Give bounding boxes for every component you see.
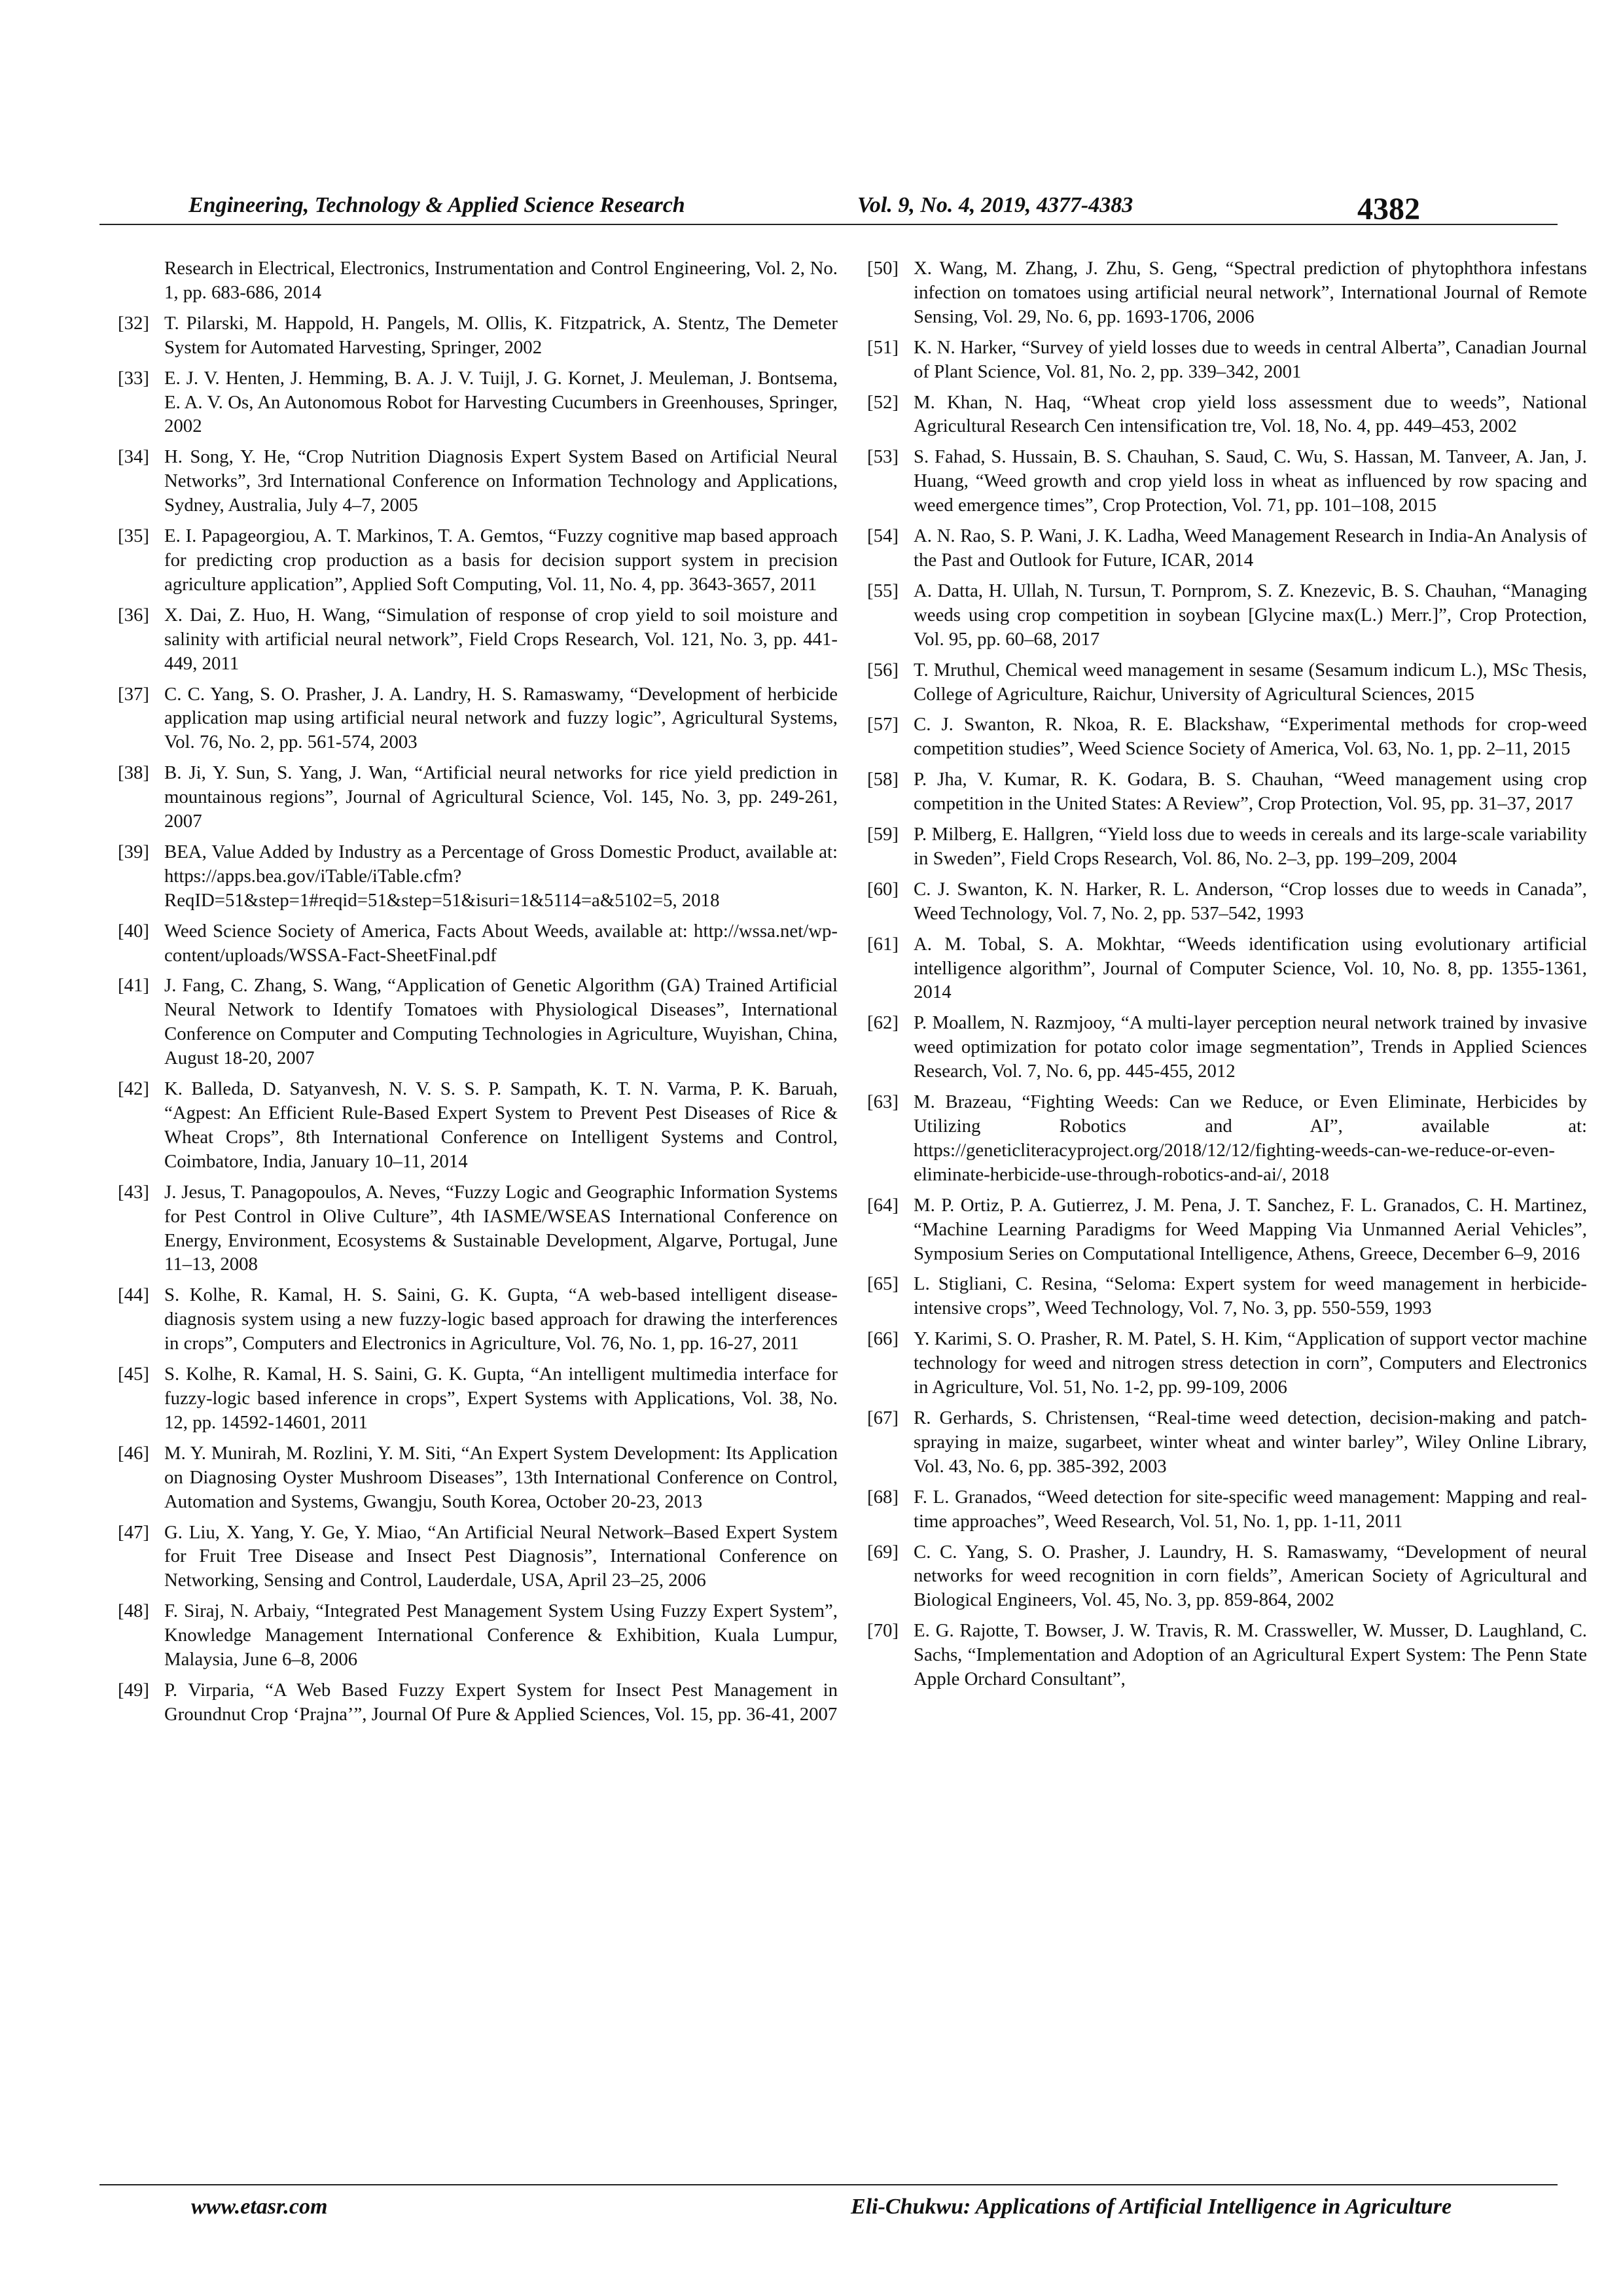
- reference-text: K. N. Harker, “Survey of yield losses due to weeds in central Alberta”, Canadian Journal of Plant Science, Vol. 81, No. 2, pp. 339–342, 2001: [914, 336, 1587, 382]
- reference-entry: [867, 579, 1587, 652]
- reference-entry: [867, 1327, 1587, 1400]
- reference-number: [62]: [867, 1012, 899, 1034]
- reference-text: K. Balleda, D. Satyanvesh, N. V. S. S. P. Sampath, K. T. N. Varma, P. K. Baruah, “Agpest: An Efficient Rule-Based Expert System to Prevent Pest Diseases of Rice & Wheat Crops”, 8th International Conference on Intelligent Systems and Control, Coimbatore, India, January 10–11, 2014: [164, 1078, 838, 1172]
- reference-number: [67]: [867, 1407, 899, 1428]
- reference-entry: [867, 1619, 1587, 1691]
- reference-number: [39]: [118, 841, 149, 862]
- reference-entry: [867, 1485, 1587, 1534]
- reference-number: [69]: [867, 1541, 899, 1563]
- reference-text: A. N. Rao, S. P. Wani, J. K. Ladha, Weed Management Research in India-An Analysis of the Past and Outlook for Future, ICAR, 2014: [914, 525, 1587, 571]
- reference-entry: [118, 256, 838, 305]
- reference-number: [64]: [867, 1194, 899, 1216]
- reference-entry: [867, 932, 1587, 1005]
- reference-number: [42]: [118, 1078, 149, 1100]
- reference-number: [58]: [867, 769, 899, 790]
- reference-text: Y. Karimi, S. O. Prasher, R. M. Patel, S. H. Kim, “Application of support vector machine technology for weed and nitrogen stress detection in corn”, Computers and Electronics in Agriculture, Vol. 51, No. 1-2, pp. 99-109, 2006: [914, 1328, 1587, 1398]
- reference-text: C. C. Yang, S. O. Prasher, J. Laundry, H. S. Ramaswamy, “Development of neural networks for weed recognition in corn fields”, American Society of Agricultural and Biological Engineers, Vol. 45, No. 3, pp. 859-864, 2002: [914, 1541, 1587, 1611]
- reference-entry: [867, 256, 1587, 329]
- footer-rule: [99, 2184, 1558, 2185]
- reference-number: [68]: [867, 1486, 899, 1508]
- reference-number: [36]: [118, 604, 149, 626]
- references-right-column: [867, 256, 1587, 1698]
- reference-entry: [118, 1362, 838, 1435]
- reference-text: E. I. Papageorgiou, A. T. Markinos, T. A. Gemtos, “Fuzzy cognitive map based approach for predicting crop production as a basis for decision support system in precision agriculture application”, Applied Soft Computing, Vol. 11, No. 4, pp. 3643-3657, 2011: [164, 525, 838, 595]
- reference-entry: [118, 1599, 838, 1672]
- reference-number: [33]: [118, 367, 149, 389]
- footer-article-title: Eli-Chukwu: Applications of Artificial Intelligence in Agriculture: [851, 2195, 1452, 2219]
- page-number: 4382: [1357, 192, 1420, 226]
- reference-text: R. Gerhards, S. Christensen, “Real-time weed detection, decision-making and patch-spraying in maize, sugarbeet, winter wheat and winter barley”, Wiley Online Library, Vol. 43, No. 6, pp. 385-392, 2003: [914, 1407, 1587, 1477]
- footer-website: www.etasr.com: [191, 2195, 328, 2219]
- volume-info: Vol. 9, No. 4, 2019, 4377-4383: [857, 193, 1133, 217]
- reference-text: C. J. Swanton, K. N. Harker, R. L. Anderson, “Crop losses due to weeds in Canada”, Weed Technology, Vol. 7, No. 2, pp. 537–542, 1993: [914, 878, 1587, 924]
- journal-title: Engineering, Technology & Applied Science Research: [188, 193, 685, 217]
- reference-text: L. Stigliani, C. Resina, “Seloma: Expert system for weed management in herbicide-intensive crops”, Weed Technology, Vol. 7, No. 3, pp. 550-559, 1993: [914, 1273, 1587, 1319]
- reference-text: P. Jha, V. Kumar, R. K. Godara, B. S. Chauhan, “Weed management using crop competition in the United States: A Review”, Crop Protection, Vol. 95, pp. 31–37, 2017: [914, 769, 1587, 815]
- reference-entry: [867, 1193, 1587, 1266]
- reference-number: [40]: [118, 920, 149, 942]
- reference-text: H. Song, Y. He, “Crop Nutrition Diagnosis Expert System Based on Artificial Neural Networks”, 3rd International Conference on Information Technology and Applications, Sydney, Australia, July 4–7, 2005: [164, 446, 838, 516]
- header-rule: [99, 224, 1558, 225]
- reference-entry: [118, 311, 838, 360]
- reference-entry: [118, 974, 838, 1070]
- reference-text: G. Liu, X. Yang, Y. Ge, Y. Miao, “An Artificial Neural Network–Based Expert System for Fruit Tree Disease and Insect Pest Diagnosis”, International Conference on Networking, Sensing and Control, Lauderdale, USA, April 23–25, 2006: [164, 1521, 838, 1591]
- reference-entry: [867, 877, 1587, 926]
- reference-text: X. Wang, M. Zhang, J. Zhu, S. Geng, “Spectral prediction of phytophthora infestans infection on tomatoes using artificial neural network”, International Journal of Remote Sensing, Vol. 29, No. 6, pp. 1693-1706, 2006: [914, 258, 1587, 327]
- reference-text: X. Dai, Z. Huo, H. Wang, “Simulation of response of crop yield to soil moisture and salinity with artificial neural network”, Field Crops Research, Vol. 121, No. 3, pp. 441-449, 2011: [164, 604, 838, 674]
- reference-number: [45]: [118, 1364, 149, 1385]
- reference-text: J. Fang, C. Zhang, S. Wang, “Application of Genetic Algorithm (GA) Trained Artificial Neural Network to Identify Tomatoes with Physiological Diseases”, International Conference on Computer and Computing Technologies in Agriculture, Wuyishan, China, August 18-20, 2007: [164, 975, 838, 1069]
- reference-entry: [118, 840, 838, 913]
- reference-entry: [867, 445, 1587, 518]
- reference-entry: [867, 524, 1587, 573]
- reference-number: [63]: [867, 1091, 899, 1113]
- reference-number: [48]: [118, 1600, 149, 1622]
- reference-number: [49]: [118, 1679, 149, 1701]
- reference-entry: [867, 1406, 1587, 1479]
- reference-entry: [118, 761, 838, 834]
- reference-text: E. G. Rajotte, T. Bowser, J. W. Travis, R. M. Crassweller, W. Musser, D. Laughland, C. Sachs, “Implementation and Adoption of an Agricultural Expert System: The Penn State Apple Orchard Consultant”,: [914, 1620, 1587, 1690]
- reference-number: [52]: [867, 391, 899, 413]
- reference-entry: [118, 1678, 838, 1727]
- reference-entry: [118, 1077, 838, 1174]
- reference-text: Research in Electrical, Electronics, Instrumentation and Control Engineering, Vol. 2, No. 1, pp. 683-686, 2014: [164, 258, 838, 303]
- reference-text: B. Ji, Y. Sun, S. Yang, J. Wan, “Artificial neural networks for rice yield prediction in mountainous regions”, Journal of Agricultural Science, Vol. 145, No. 3, pp. 249-261, 2007: [164, 762, 838, 832]
- reference-number: [60]: [867, 878, 899, 900]
- reference-entry: [867, 1011, 1587, 1084]
- reference-number: [41]: [118, 975, 149, 997]
- reference-entry: [118, 682, 838, 755]
- reference-number: [53]: [867, 446, 899, 468]
- reference-number: [43]: [118, 1181, 149, 1203]
- reference-text: P. Moallem, N. Razmjooy, “A multi-layer perception neural network trained by invasive weed optimization for potato color image segmentation”, Trends in Applied Sciences Research, Vol. 7, No. 6, pp. 445-455, 2012: [914, 1012, 1587, 1082]
- reference-number: [32]: [118, 312, 149, 334]
- reference-text: S. Kolhe, R. Kamal, H. S. Saini, G. K. Gupta, “A web-based intelligent disease-diagnosis system using a new fuzzy-logic based approach for drawing the interferences in crops”, Computers and Electronics in Agriculture, Vol. 76, No. 1, pp. 16-27, 2011: [164, 1284, 838, 1354]
- reference-entry: [118, 1283, 838, 1356]
- reference-text: C. C. Yang, S. O. Prasher, J. A. Landry, H. S. Ramaswamy, “Development of herbicide application map using artificial neural network and fuzzy logic”, Agricultural Systems, Vol. 76, No. 2, pp. 561-574, 2003: [164, 683, 838, 753]
- reference-number: [50]: [867, 258, 899, 279]
- reference-entry: [867, 658, 1587, 707]
- reference-number: [61]: [867, 933, 899, 955]
- reference-text: E. J. V. Henten, J. Hemming, B. A. J. V. Tuijl, J. G. Kornet, J. Meuleman, J. Bontsema, E. A. V. Os, An Autonomous Robot for Harvesting Cucumbers in Greenhouses, Springer, 2002: [164, 367, 838, 437]
- reference-text: BEA, Value Added by Industry as a Percentage of Gross Domestic Product, available at: https://apps.bea.gov/iTable/iTable.cfm?ReqID=51&step=1#reqid=51&step=51&isuri=1&5114=a&5102=5, 2018: [164, 841, 838, 911]
- reference-number: [37]: [118, 683, 149, 705]
- references-left-column: [118, 256, 838, 1733]
- reference-number: [34]: [118, 446, 149, 468]
- reference-entry: [118, 1441, 838, 1514]
- reference-number: [46]: [118, 1442, 149, 1464]
- reference-number: [56]: [867, 659, 899, 680]
- reference-number: [66]: [867, 1328, 899, 1350]
- reference-text: S. Fahad, S. Hussain, B. S. Chauhan, S. Saud, C. Wu, S. Hassan, M. Tanveer, A. Jan, J. Huang, “Weed growth and crop yield loss in wheat as influenced by row spacing and weed emergence times”, Crop Protection, Vol. 71, pp. 101–108, 2015: [914, 446, 1587, 516]
- reference-text: F. Siraj, N. Arbaiy, “Integrated Pest Management System Using Fuzzy Expert System”, Knowledge Management International Conference & Exhibition, Kuala Lumpur, Malaysia, June 6–8, 2006: [164, 1600, 838, 1670]
- reference-number: [57]: [867, 714, 899, 735]
- reference-number: [54]: [867, 525, 899, 547]
- reference-entry: [867, 822, 1587, 871]
- reference-text: C. J. Swanton, R. Nkoa, R. E. Blackshaw, “Experimental methods for crop-weed competition studies”, Weed Science Society of America, Vol. 63, No. 1, pp. 2–11, 2015: [914, 714, 1587, 760]
- reference-entry: [118, 1521, 838, 1593]
- reference-number: [59]: [867, 824, 899, 845]
- reference-number: [70]: [867, 1620, 899, 1642]
- reference-number: [51]: [867, 336, 899, 358]
- reference-text: T. Mruthul, Chemical weed management in sesame (Sesamum indicum L.), MSc Thesis, College of Agriculture, Raichur, University of Agricultural Sciences, 2015: [914, 659, 1587, 705]
- reference-entry: [867, 391, 1587, 439]
- reference-entry: [867, 1272, 1587, 1320]
- reference-entry: [867, 713, 1587, 761]
- reference-entry: [867, 336, 1587, 384]
- reference-entry: [867, 1540, 1587, 1613]
- reference-text: Weed Science Society of America, Facts About Weeds, available at: http://wssa.net/wp-content/uploads/WSSA-Fact-SheetFinal.pdf: [164, 920, 838, 966]
- reference-entry: [867, 1090, 1587, 1187]
- reference-entry: [118, 366, 838, 439]
- reference-number: [38]: [118, 762, 149, 784]
- reference-text: T. Pilarski, M. Happold, H. Pangels, M. Ollis, K. Fitzpatrick, A. Stentz, The Demeter System for Automated Harvesting, Springer, 2002: [164, 312, 838, 358]
- reference-text: M. Y. Munirah, M. Rozlini, Y. M. Siti, “An Expert System Development: Its Application on Diagnosing Oyster Mushroom Diseases”, 13th International Conference on Control, Automation and Systems, Gwangju, South Korea, October 20-23, 2013: [164, 1442, 838, 1512]
- reference-text: A. Datta, H. Ullah, N. Tursun, T. Pornprom, S. Z. Knezevic, B. S. Chauhan, “Managing weeds using crop competition in soybean [Glycine max(L.) Merr.]”, Crop Protection, Vol. 95, pp. 60–68, 2017: [914, 580, 1587, 650]
- reference-text: P. Milberg, E. Hallgren, “Yield loss due to weeds in cereals and its large-scale variability in Sweden”, Field Crops Research, Vol. 86, No. 2–3, pp. 199–209, 2004: [914, 824, 1587, 869]
- reference-text: J. Jesus, T. Panagopoulos, A. Neves, “Fuzzy Logic and Geographic Information Systems for Pest Control in Olive Culture”, 4th IASME/WSEAS International Conference on Energy, Environment, Ecosystems & Sustainable Development, Algarve, Portugal, June 11–13, 2008: [164, 1181, 838, 1275]
- reference-entry: [867, 768, 1587, 816]
- reference-text: P. Virparia, “A Web Based Fuzzy Expert System for Insect Pest Management in Groundnut Crop ‘Prajna’”, Journal Of Pure & Applied Sciences, Vol. 15, pp. 36-41, 2007: [164, 1679, 838, 1725]
- reference-text: M. Khan, N. Haq, “Wheat crop yield loss assessment due to weeds”, National Agricultural Research Cen intensification tre, Vol. 18, No. 4, pp. 449–453, 2002: [914, 391, 1587, 437]
- reference-text: M. P. Ortiz, P. A. Gutierrez, J. M. Pena, J. T. Sanchez, F. L. Granados, C. H. Martinez, “Machine Learning Paradigms for Weed Mapping Via Unmanned Aerial Vehicles”, Symposium Series on Computational Intelligence, Athens, Greece, December 6–9, 2016: [914, 1194, 1587, 1264]
- reference-number: [55]: [867, 580, 899, 601]
- reference-number: [65]: [867, 1273, 899, 1295]
- reference-text: M. Brazeau, “Fighting Weeds: Can we Reduce, or Even Eliminate, Herbicides by Utilizing Robotics and AI”, available at: https://geneticliteracyproject.org/2018/12/12/fighting-weeds-can-we-reduce-or-even-eliminate-herbicide-use-through-robotics-and-ai/, 2018: [914, 1091, 1587, 1185]
- reference-entry: [118, 445, 838, 518]
- reference-text: F. L. Granados, “Weed detection for site-specific weed management: Mapping and real-time approaches”, Weed Research, Vol. 51, No. 1, pp. 1-11, 2011: [914, 1486, 1587, 1532]
- reference-entry: [118, 919, 838, 968]
- reference-text: A. M. Tobal, S. A. Mokhtar, “Weeds identification using evolutionary artificial intelligence algorithm”, Journal of Computer Science, Vol. 10, No. 8, pp. 1355-1361, 2014: [914, 933, 1587, 1003]
- reference-number: [47]: [118, 1521, 149, 1543]
- reference-text: S. Kolhe, R. Kamal, H. S. Saini, G. K. Gupta, “An intelligent multimedia interface for fuzzy-logic based inference in crops”, Expert Systems with Applications, Vol. 38, No. 12, pp. 14592-14601, 2011: [164, 1364, 838, 1433]
- reference-entry: [118, 1180, 838, 1277]
- reference-number: [44]: [118, 1284, 149, 1306]
- reference-number: [35]: [118, 525, 149, 547]
- reference-entry: [118, 603, 838, 676]
- reference-entry: [118, 524, 838, 597]
